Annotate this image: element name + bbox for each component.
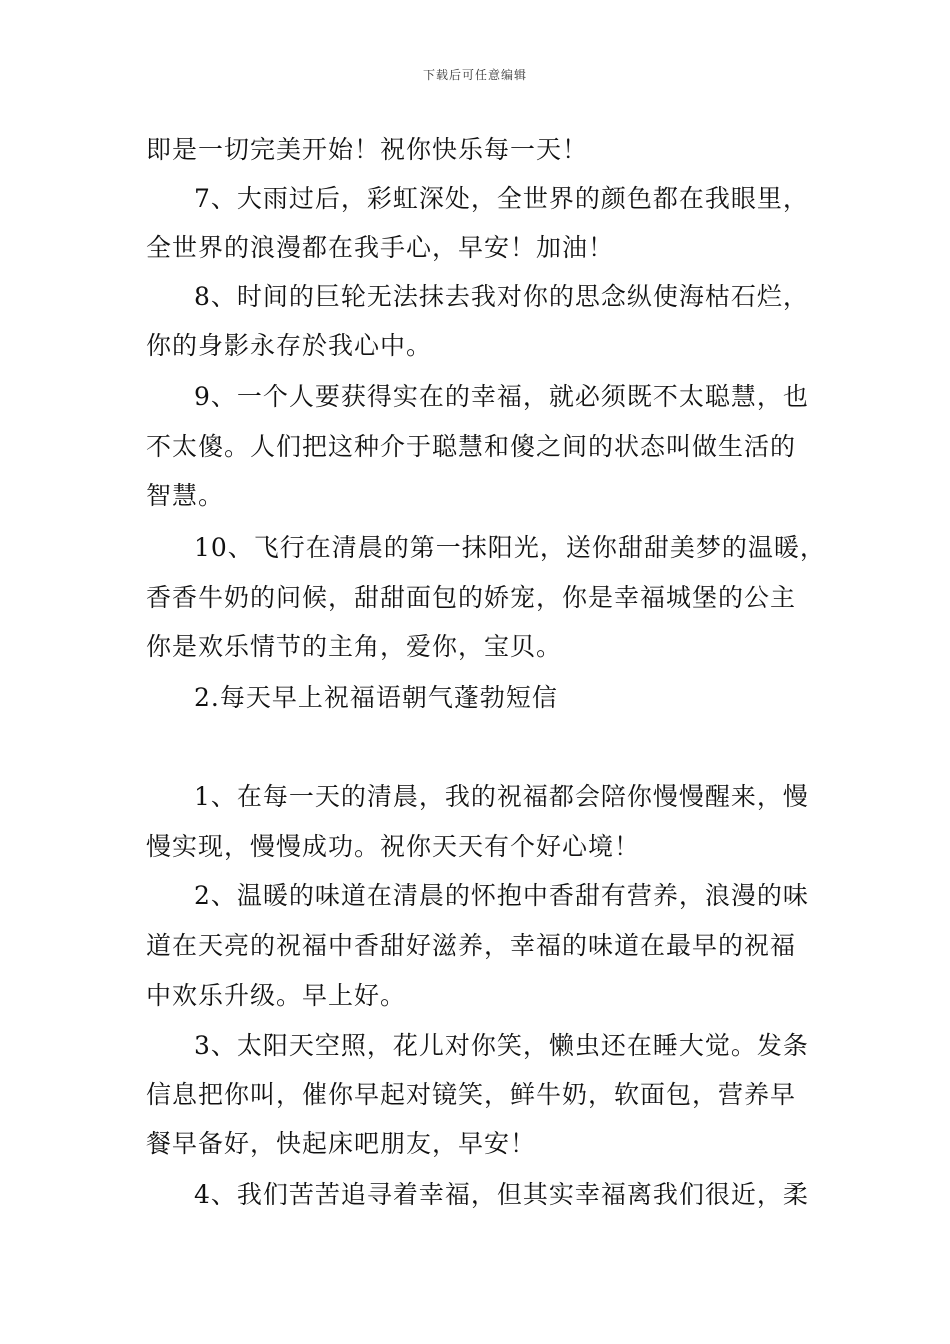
text-line: 你是欢乐情节的主角，爱你，宝贝。	[146, 632, 563, 661]
section-heading: 2.每天早上祝福语朝气蓬勃短信	[194, 683, 558, 712]
text-line: 慢实现，慢慢成功。祝你天天有个好心境！	[146, 832, 641, 861]
text-line: 1、在每一天的清晨，我的祝福都会陪你慢慢醒来，慢	[194, 782, 809, 811]
header-note: 下载后可任意编辑	[422, 68, 527, 82]
text-line: 8、时间的巨轮无法抹去我对你的思念纵使海枯石烂，	[194, 282, 809, 311]
text-line: 不太傻。人们把这种介于聪慧和傻之间的状态叫做生活的	[146, 432, 797, 461]
text-line: 3、太阳天空照，花儿对你笑，懒虫还在睡大觉。发条	[194, 1031, 809, 1060]
text-line: 智慧。	[146, 481, 225, 510]
text-line: 中欢乐升级。早上好。	[146, 981, 407, 1010]
text-line: 信息把你叫，催你早起对镜笑，鲜牛奶，软面包，营养早	[146, 1080, 797, 1109]
text-line: 4、我们苦苦追寻着幸福，但其实幸福离我们很近，柔	[194, 1180, 809, 1209]
text-line: 道在天亮的祝福中香甜好滋养，幸福的味道在最早的祝福	[146, 931, 797, 960]
text-line: 香香牛奶的问候，甜甜面包的娇宠，你是幸福城堡的公主	[146, 583, 797, 612]
text-line: 你的身影永存於我心中。	[146, 331, 433, 360]
text-line: 全世界的浪漫都在我手心，早安！加油！	[146, 233, 615, 262]
text-line: 餐早备好，快起床吧朋友，早安！	[146, 1129, 537, 1158]
text-line: 10、飞行在清晨的第一抹阳光，送你甜甜美梦的温暖，	[194, 533, 826, 562]
text-line: 2、温暖的味道在清晨的怀抱中香甜有营养，浪漫的味	[194, 881, 809, 910]
text-line: 7、大雨过后，彩虹深处，全世界的颜色都在我眼里，	[194, 184, 809, 213]
text-line: 即是一切完美开始！祝你快乐每一天！	[146, 135, 589, 164]
text-line: 9、一个人要获得实在的幸福，就必须既不太聪慧，也	[194, 382, 809, 411]
